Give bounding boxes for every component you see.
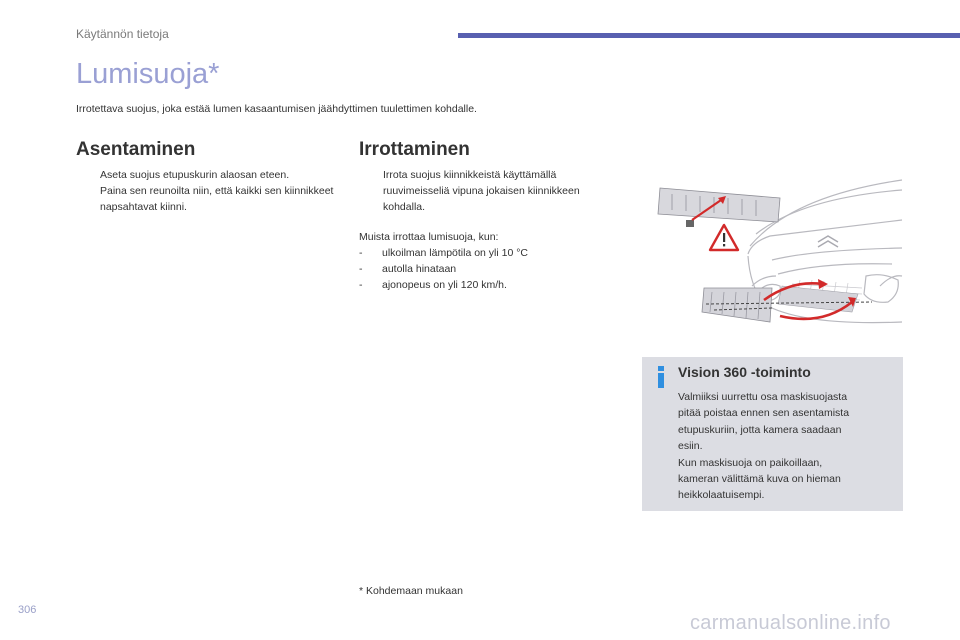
- conditions-list: [359, 245, 621, 293]
- info-line: etupuskuriin, jotta kamera saadaan: [678, 423, 842, 436]
- dash-marker: -: [359, 247, 363, 259]
- chevron-logo-icon: [818, 236, 838, 247]
- info-line: heikkolaatuisempi.: [678, 489, 765, 502]
- removal-bullet-list: [359, 167, 621, 215]
- removal-bullet-1: [359, 167, 621, 215]
- remember-intro: Muista irrottaa lumisuoja, kun:: [359, 231, 499, 243]
- section-label: Käytännön tietoja: [76, 27, 169, 41]
- info-line: kameran välittämä kuva on hieman: [678, 473, 841, 486]
- watermark: carmanualsonline.info: [690, 612, 891, 634]
- info-box-title: Vision 360 -toiminto: [678, 364, 811, 380]
- info-line: esiin.: [678, 440, 703, 453]
- condition-item: [359, 277, 621, 293]
- install-bullet-2: [76, 183, 338, 215]
- info-box: [642, 357, 903, 511]
- footnote: * Kohdemaan mukaan: [359, 585, 463, 597]
- info-line: Valmiiksi uurrettu osa maskisuojasta: [678, 391, 848, 403]
- condition-text: ulkoilman lämpötila on yli 10 °C: [382, 247, 529, 259]
- condition-text: autolla hinataan: [382, 263, 457, 275]
- intro-text: Irrotettava suojus, joka estää lumen kasaantumisen jäähdyttimen tuulettimen kohdalle.: [76, 103, 477, 115]
- page-title: Lumisuoja*: [76, 58, 220, 90]
- dash-marker: -: [359, 279, 363, 291]
- install-heading: Asentaminen: [76, 139, 196, 160]
- page-number: 306: [18, 604, 37, 616]
- removal-bullet-text: Irrota suojus kiinnikkeistä käyttämällä ruuvimeisseliä vipuna jokaisen kiinnikkeen kohdalla.: [383, 169, 580, 213]
- info-box-text: [678, 389, 890, 504]
- install-bullet-text: Aseta suojus etupuskurin alaosan eteen.: [100, 169, 290, 181]
- guard-detail-piece: [658, 188, 780, 227]
- info-line: pitää poistaa ennen sen asentamista: [678, 407, 850, 420]
- header-accent-bar: [458, 33, 960, 38]
- condition-item: [359, 245, 621, 261]
- warning-triangle-icon: [710, 225, 738, 250]
- removal-heading: Irrottaminen: [359, 139, 470, 160]
- condition-text: ajonopeus on yli 120 km/h.: [382, 279, 507, 291]
- dash-marker: -: [359, 263, 363, 275]
- snow-guard-illustration: [652, 176, 904, 330]
- condition-item: [359, 261, 621, 277]
- info-line: Kun maskisuoja on paikoillaan,: [678, 456, 823, 469]
- info-icon: [656, 366, 666, 388]
- install-bullet-list: [76, 167, 338, 215]
- install-bullet-1: [76, 167, 338, 183]
- install-bullet-text: Paina sen reunoilta niin, että kaikki sen kiinnikkeet napsahtavat kiinni.: [100, 185, 334, 213]
